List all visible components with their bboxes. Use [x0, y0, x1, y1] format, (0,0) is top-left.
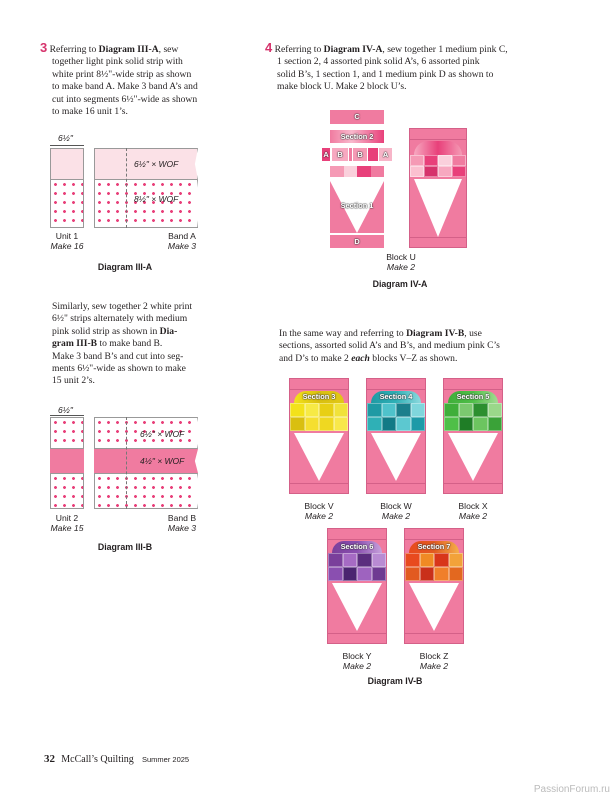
strip-label: 6½" × WOF	[140, 429, 185, 439]
diagram-title: Diagram III-A	[97, 262, 153, 272]
patch	[357, 553, 372, 567]
patch	[444, 417, 459, 431]
band-caption: Band A Make 3	[167, 231, 197, 251]
step-number: 4	[265, 40, 273, 55]
unit-caption: Unit 1 Make 16	[50, 231, 84, 251]
block-caption: Block Z Make 2	[419, 651, 449, 671]
patch	[473, 417, 488, 431]
step-3-lines	[40, 56, 240, 118]
block-caption: Block W Make 2	[380, 501, 412, 521]
section-1: Section 1	[330, 181, 384, 233]
dimension-line	[50, 415, 84, 416]
patch	[449, 553, 464, 567]
patch	[438, 155, 452, 166]
section-label: Section 7	[417, 542, 451, 551]
step-4-text: 4 Referring to Diagram IV-A, sew together 1 medium pink C, 1 section 2, 4 assorted pink solid A’s, 6 assorted pink solid B’s, 1 section 1, and 1 medium pink D as shown to make block U. Make 2 block U’s.	[265, 42, 585, 94]
block-caption: Block V Make 2	[304, 501, 334, 521]
section-label: Section 6	[340, 542, 374, 551]
section-2: Section 2	[330, 130, 384, 143]
watermark: PassionForum.ru	[533, 784, 610, 795]
patch	[367, 417, 382, 431]
diagram-title: Diagram IV-A	[372, 279, 428, 289]
block-caption: Block Y Make 2	[342, 651, 372, 671]
text-line: 1 section 2, 4 assorted pink solid A’s, 6 assorted pink	[277, 56, 480, 68]
block-y	[327, 528, 387, 644]
piece-c: C	[330, 110, 384, 124]
patch	[459, 403, 474, 417]
patch	[459, 417, 474, 431]
patch	[410, 155, 424, 166]
patch	[424, 166, 438, 177]
patch	[438, 166, 452, 177]
patch	[319, 417, 334, 431]
patch	[420, 567, 435, 581]
patch	[434, 553, 449, 567]
patch	[449, 567, 464, 581]
patch	[382, 417, 397, 431]
step-3-text: 3 Referring to Diagram III-A, sew together light pink solid strip with white print 8½"-wide strip as shown to make band A. Make 3 band A’s and cut into segments 6½"-wide as shown to make 16 unit 1’s.	[40, 42, 240, 118]
issue: Summer 2025	[142, 755, 190, 764]
patch	[334, 403, 349, 417]
patch	[488, 403, 503, 417]
magazine-name: McCall’s Quilting	[61, 754, 134, 765]
text-line: together light pink solid strip with	[52, 56, 183, 68]
patch	[290, 403, 305, 417]
patch	[411, 403, 426, 417]
patch	[420, 553, 435, 567]
block-x	[443, 378, 503, 494]
strip-label: 8½" × WOF	[134, 194, 179, 204]
patch	[357, 567, 372, 581]
block-w	[366, 378, 426, 494]
strip-label: 6½" × WOF	[134, 159, 179, 169]
step-number: 3	[40, 40, 48, 55]
patch	[488, 417, 503, 431]
section-label: Section 5	[456, 392, 490, 401]
patch	[411, 417, 426, 431]
unit-2	[50, 417, 84, 509]
width-label: 6½"	[58, 133, 73, 143]
page-number: 32	[44, 753, 55, 765]
patch	[396, 403, 411, 417]
patch	[434, 567, 449, 581]
patch	[424, 155, 438, 166]
block-v	[289, 378, 349, 494]
block-caption: Block X Make 2	[458, 501, 488, 521]
step-4b-text: In the same way and referring to Diagram IV-B, use sections, assorted solid A’s and B’s, and medium pink C’s and D’s to make 2 each blocks V–Z as shown.	[279, 328, 500, 364]
text-line: to make band A. Make 3 band A’s and	[52, 81, 198, 93]
text-line: make block U. Make 2 block U’s.	[277, 81, 407, 93]
block-z	[404, 528, 464, 644]
text-line: cut into segments 6½"-wide as shown	[52, 93, 198, 105]
section-label: Section 4	[379, 392, 413, 401]
patch	[382, 403, 397, 417]
text-line: solid B’s, 1 section 1, and 1 medium pink D as shown to	[277, 68, 494, 80]
diagram-title: Diagram III-B	[97, 542, 153, 552]
unit-1	[50, 148, 84, 228]
text-line: to make 16 unit 1’s.	[52, 106, 128, 118]
patch	[305, 417, 320, 431]
unit-caption: Unit 2 Make 15	[50, 513, 84, 533]
patch	[396, 417, 411, 431]
patch	[305, 403, 320, 417]
patch	[405, 567, 420, 581]
section-label: Section 3	[302, 392, 336, 401]
patch	[328, 553, 343, 567]
patch	[319, 403, 334, 417]
step-3b-text: Similarly, sew together 2 white print 6½" strips alternately with medium pink solid strip as shown in Dia- gram III-B to make band B. Make 3 band B’s and cut into seg- ments 6½"-wide as shown to make 15 unit 2’s.	[52, 301, 193, 387]
width-label: 6½"	[58, 405, 73, 415]
patch	[290, 417, 305, 431]
patch	[367, 403, 382, 417]
band-caption: Band B Make 3	[167, 513, 197, 533]
block-u-exploded	[322, 110, 392, 222]
strip-label: 4½" × WOF	[140, 456, 185, 466]
patch	[452, 166, 466, 177]
patch	[452, 155, 466, 166]
block-u	[409, 128, 467, 248]
row-b	[330, 166, 384, 177]
patch	[343, 553, 358, 567]
text-line: white print 8½"-wide strip as shown	[52, 68, 192, 80]
patch	[343, 567, 358, 581]
patch	[405, 553, 420, 567]
diagram-title: Diagram IV-B	[367, 676, 423, 686]
patch	[410, 166, 424, 177]
patch	[372, 567, 387, 581]
patch	[444, 403, 459, 417]
patch	[328, 567, 343, 581]
dimension-line	[50, 145, 84, 146]
row-ab: A B B A	[322, 148, 392, 161]
step-4-lines	[265, 56, 585, 93]
patch	[334, 417, 349, 431]
patch	[372, 553, 387, 567]
block-caption: Block U Make 2	[386, 252, 416, 272]
page-footer	[44, 753, 189, 765]
piece-d: D	[330, 235, 384, 248]
patch	[473, 403, 488, 417]
